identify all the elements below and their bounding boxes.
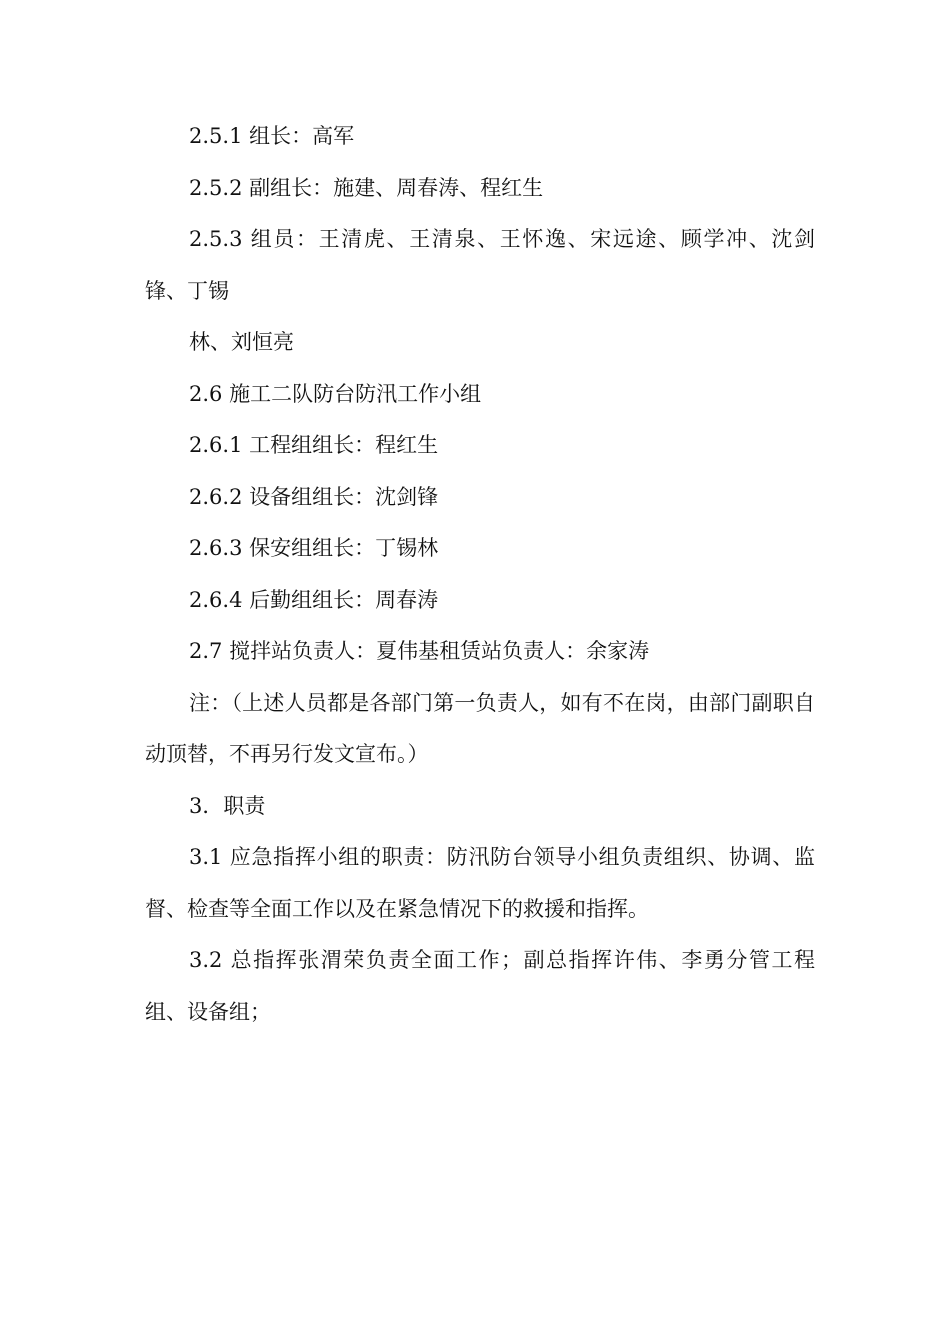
paragraph-2-5-3: 2.5.3 组员：王清虎、王清泉、王怀逸、宋远途、顾学冲、沈剑锋、丁锡 [145,227,815,303]
paragraph-note: 注：（上述人员都是各部门第一负责人，如有不在岗，由部门副职自动顶替，不再另行发文宣布。） [145,690,815,766]
paragraph-2-6-3: 2.6.3 保安组组长：丁锡林 [189,536,439,560]
paragraph-3-heading: 3．职责 [189,793,266,818]
document-body [145,111,815,1038]
paragraph-3-1: 3.1 应急指挥小组的职责：防汛防台领导小组负责组织、协调、监督、检查等全面工作以及在紧急情况下的救援和指挥。 [145,845,815,921]
paragraph-3-2: 3.2 总指挥张渭荣负责全面工作；副总指挥许伟、李勇分管工程组、设备组； [145,948,815,1024]
paragraph-2-5-1: 2.5.1 组长：高军 [189,124,355,148]
paragraph-2-6-2: 2.6.2 设备组组长：沈剑锋 [189,484,439,509]
paragraph-2-5-2: 2.5.2 副组长：施建、周春涛、程红生 [189,175,544,200]
paragraph-2-6-4: 2.6.4 后勤组组长：周春涛 [189,587,439,612]
paragraph-2-6-1: 2.6.1 工程组组长：程红生 [189,433,439,457]
paragraph-2-5-3-continued: 林、刘恒亮 [189,330,294,354]
paragraph-2-7: 2.7 搅拌站负责人：夏伟基租赁站负责人：余家涛 [189,639,650,663]
paragraph-2-6: 2.6 施工二队防台防汛工作小组 [189,381,482,406]
